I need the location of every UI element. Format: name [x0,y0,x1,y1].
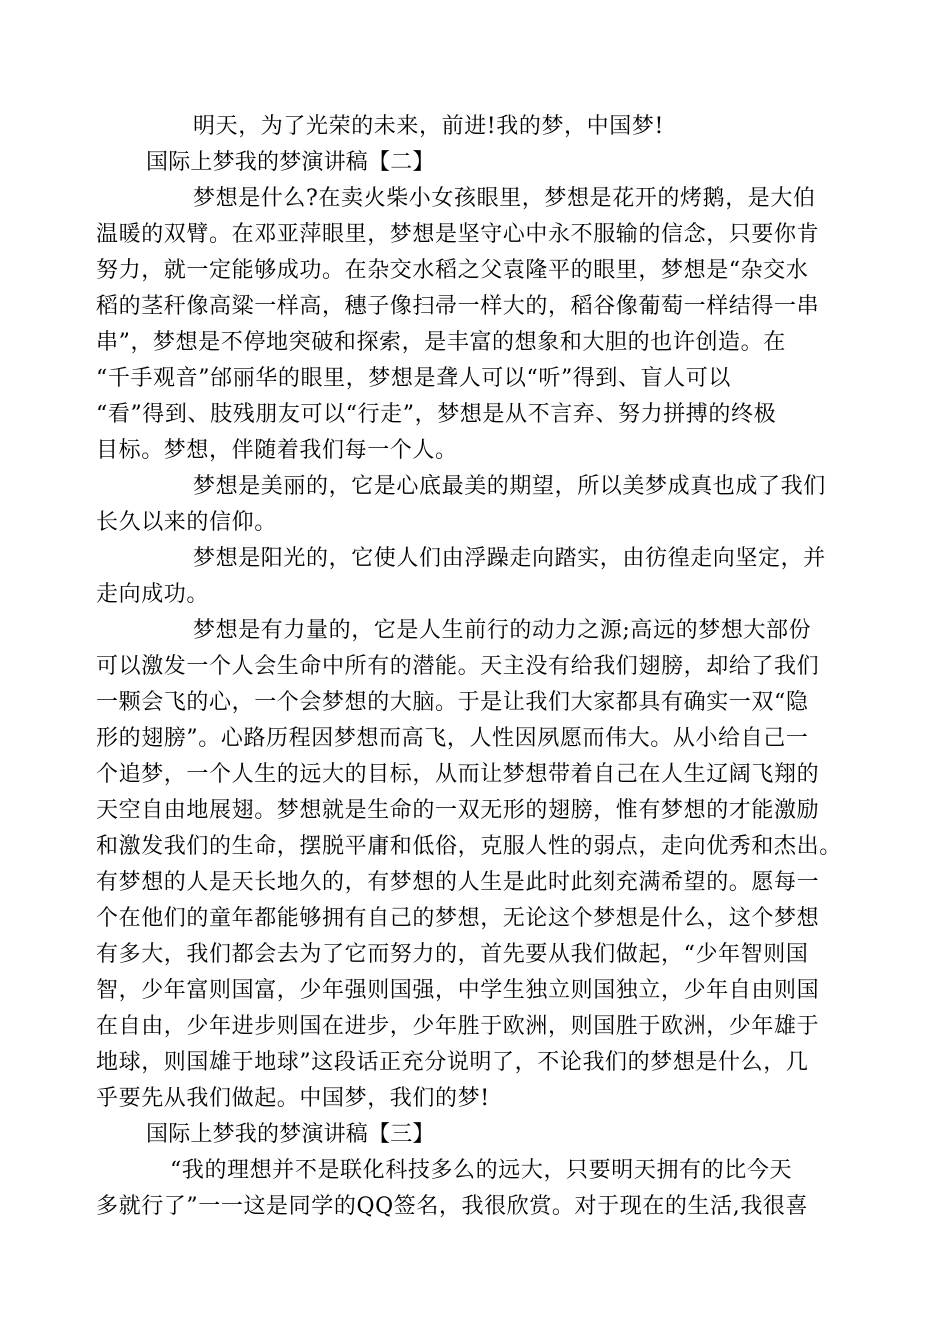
paragraph-line: 努力，就一定能够成功。在杂交水稻之父袁隆平的眼里，梦想是“杂交水 [96,258,809,283]
paragraph-line: “看”得到、肢残朋友可以“行走”，梦想是从不言弃、努力拼搏的终极 [96,402,777,427]
paragraph-line: 温暖的双臂。在邓亚萍眼里，梦想是坚守心中永不服输的信念，只要你肯 [96,222,820,247]
paragraph-line: 梦想是美丽的，它是心底最美的期望，所以美梦成真也成了我们 [193,474,826,499]
paragraph-line: 天空自由地展翅。梦想就是生命的一双无形的翅膀，惟有梦想的才能激励 [96,798,820,823]
paragraph-line: 走向成功。 [96,582,210,607]
section-heading: 国际上梦我的梦演讲稿【二】 [146,150,435,175]
paragraph-line: 可以激发一个人会生命中所有的潜能。天主没有给我们翅膀，却给了我们 [96,654,820,679]
paragraph-line: “千手观音”邰丽华的眼里，梦想是聋人可以“听”得到、盲人可以 [96,366,731,391]
paragraph-line: 一颗会飞的心，一个会梦想的大脑。于是让我们大家都具有确实一双“隐 [96,690,809,715]
section-heading: 国际上梦我的梦演讲稿【三】 [146,1122,435,1147]
paragraph-line: 梦想是有力量的，它是人生前行的动力之源;高远的梦想大部份 [193,618,812,643]
paragraph-line: 地球，则国雄于地球”这段话正充分说明了，不论我们的梦想是什么，几 [96,1050,809,1075]
paragraph-line: “我的理想并不是联化科技多么的远大，只要明天拥有的比今天 [170,1158,793,1183]
paragraph-line: 有梦想的人是天长地久的，有梦想的人生是此时此刻充满希望的。愿每一 [96,870,820,895]
paragraph-line: 形的翅膀”。心路历程因梦想而高飞，人性因夙愿而伟大。从小给自己一 [96,726,809,751]
paragraph-line: 个追梦，一个人生的远大的目标，从而让梦想带着自己在人生辽阔飞翔的 [96,762,820,787]
paragraph-line: 梦想是什么?在卖火柴小女孩眼里，梦想是花开的烤鹅，是大伯 [193,186,816,211]
paragraph-line: 串”，梦想是不停地突破和探索，是丰富的想象和大胆的也许创造。在 [96,330,786,355]
paragraph-line: 智，少年富则国富，少年强则国强，中学生独立则国独立，少年自由则国 [96,978,820,1003]
paragraph-line: 和激发我们的生命，摆脱平庸和低俗，克服人性的弱点，走向优秀和杰出。 [96,834,842,859]
paragraph-line: 目标。梦想，伴随着我们每一个人。 [96,438,458,463]
paragraph-line: 在自由，少年进步则国在进步，少年胜于欧洲，则国胜于欧洲，少年雄于 [96,1014,820,1039]
paragraph-line: 稻的茎秆像高粱一样高，穗子像扫帚一样大的，稻谷像葡萄一样结得一串 [96,294,820,319]
paragraph-line: 有多大，我们都会去为了它而努力的，首先要从我们做起，“少年智则国 [96,942,809,967]
paragraph-line: 明天，为了光荣的未来，前进!我的梦，中国梦! [193,114,664,139]
paragraph-line: 多就行了”一一这是同学的QQ签名，我很欣赏。对于现在的生活,我很喜 [96,1194,809,1219]
paragraph-line: 梦想是阳光的，它使人们由浮躁走向踏实，由彷徨走向坚定，并 [193,546,826,571]
paragraph-line: 个在他们的童年都能够拥有自己的梦想，无论这个梦想是什么，这个梦想 [96,906,820,931]
paragraph-line: 乎要先从我们做起。中国梦，我们的梦! [96,1086,490,1111]
paragraph-line: 长久以来的信仰。 [96,510,277,535]
